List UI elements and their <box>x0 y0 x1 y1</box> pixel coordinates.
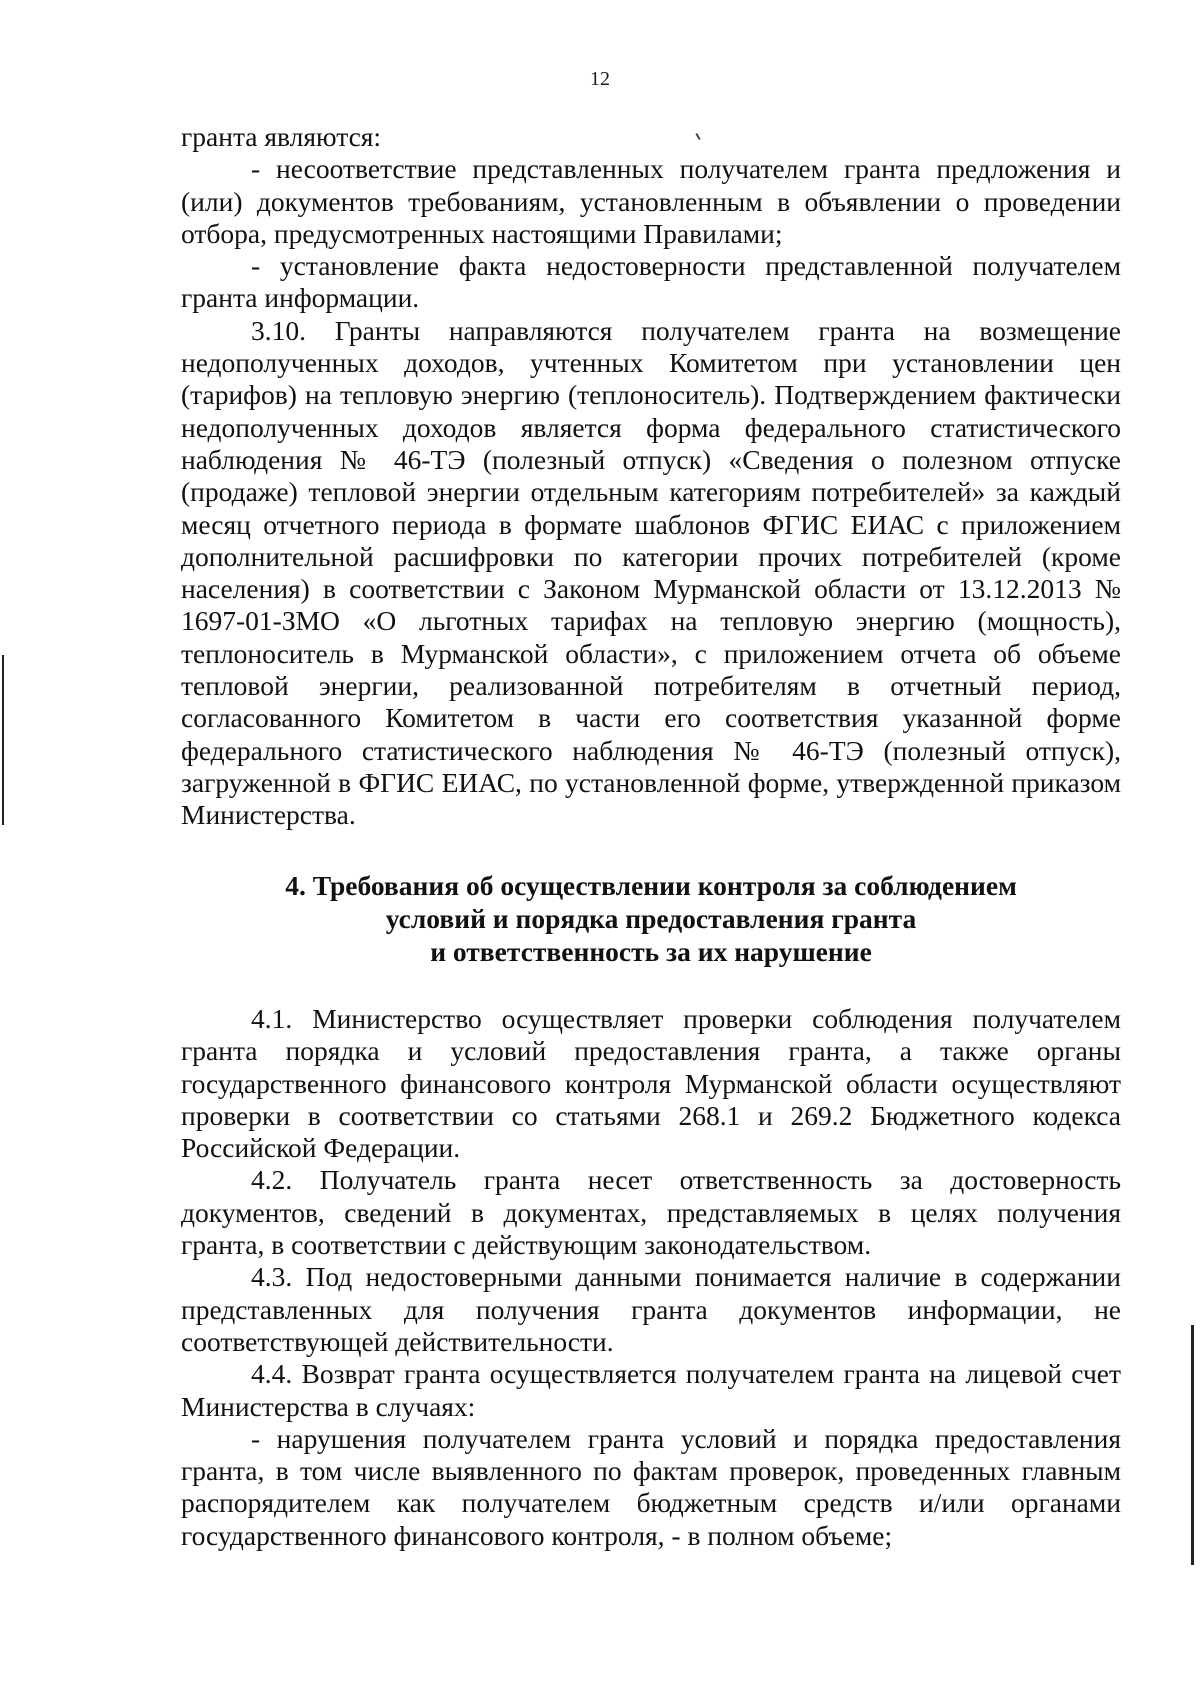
paragraph-4-1: 4.1. Министерство осуществляет проверки соблюдения получателем гранта порядка и условий предоставления гранта, а также органы государственного финансового контроля Мурманской области осуществляют проверки в соответствии со статьями 268.1 и 269.2 Бюджетного кодекса Российской Федерации. <box>181 1003 1121 1164</box>
page-number: 12 <box>590 68 610 90</box>
section-4-heading-line-2: условий и порядка предоставления гранта <box>385 903 917 934</box>
section-top-body <box>181 121 1121 832</box>
paragraph-grant-ground-2: - установление факта недостоверности представленной получателем гранта информации. <box>181 250 1121 314</box>
paragraph-4-3: 4.3. Под недостоверными данными понимается наличие в содержании представленных для получения гранта документов информации, не соответствующей действительности. <box>181 1261 1121 1357</box>
section-4-heading <box>181 869 1121 968</box>
paragraph-3-10: 3.10. Гранты направляются получателем гранта на возмещение недополученных доходов, учтенных Комитетом при установлении цен (тарифов) на тепловую энергию (теплоноситель). Подтверждением фактически недополученных доходов является форма федерального статистического наблюдения № 46-ТЭ (полезный отпуск) «Сведения о полезном отпуске (продаже) тепловой энергии отдельным категориям потребителей» за каждый месяц отчетного периода в формате шаблонов ФГИС ЕИАС с приложением дополнительной расшифровки по категории прочих потребителей (кроме населения) в соответствии с Законом Мурманской области от 13.12.2013 № 1697-01-ЗМО «О льготных тарифах на тепловую энергию (мощность), теплоноситель в Мурманской области», с приложением отчета об объеме тепловой энергии, реализованной потребителям в отчетный период, согласованного Комитетом в части его соответствия указанной форме федерального статистического наблюдения № 46-ТЭ (полезный отпуск), загруженной в ФГИС ЕИАС, по установленной форме, утвержденной приказом Министерства. <box>181 314 1121 831</box>
scan-edge-mark-left <box>2 655 4 825</box>
section-4-heading-line-1: 4. Требования об осуществлении контроля за соблюдением <box>285 870 1017 901</box>
paragraph-4-4: 4.4. Возврат гранта осуществляется получателем гранта на лицевой счет Министерства в случаях: <box>181 1358 1121 1422</box>
paragraph-grant-ground-1: - несоответствие представленных получателем гранта предложения и (или) документов требованиям, установленным в объявлении о проведении отбора, предусмотренных настоящими Правилами; <box>181 153 1121 249</box>
section-4-body <box>181 1003 1121 1552</box>
paragraph-grant-grounds-intro: гранта являются: <box>181 121 382 152</box>
paragraph-4-2: 4.2. Получатель гранта несет ответственность за достоверность документов, сведений в документах, представляемых в целях получения гранта, в соответствии с действующим законодательством. <box>181 1164 1121 1261</box>
scan-edge-mark-right <box>1191 1325 1194 1565</box>
paragraph-4-4-case-1: - нарушения получателем гранта условий и порядка предоставления гранта, в том числе выявленного по фактам проверок, проведенных главным распорядителем как получателем бюджетным средств и/или органами государственного финансового контроля, - в полном объеме; <box>181 1422 1121 1551</box>
section-4-heading-line-3: и ответственность за их нарушение <box>430 936 872 967</box>
